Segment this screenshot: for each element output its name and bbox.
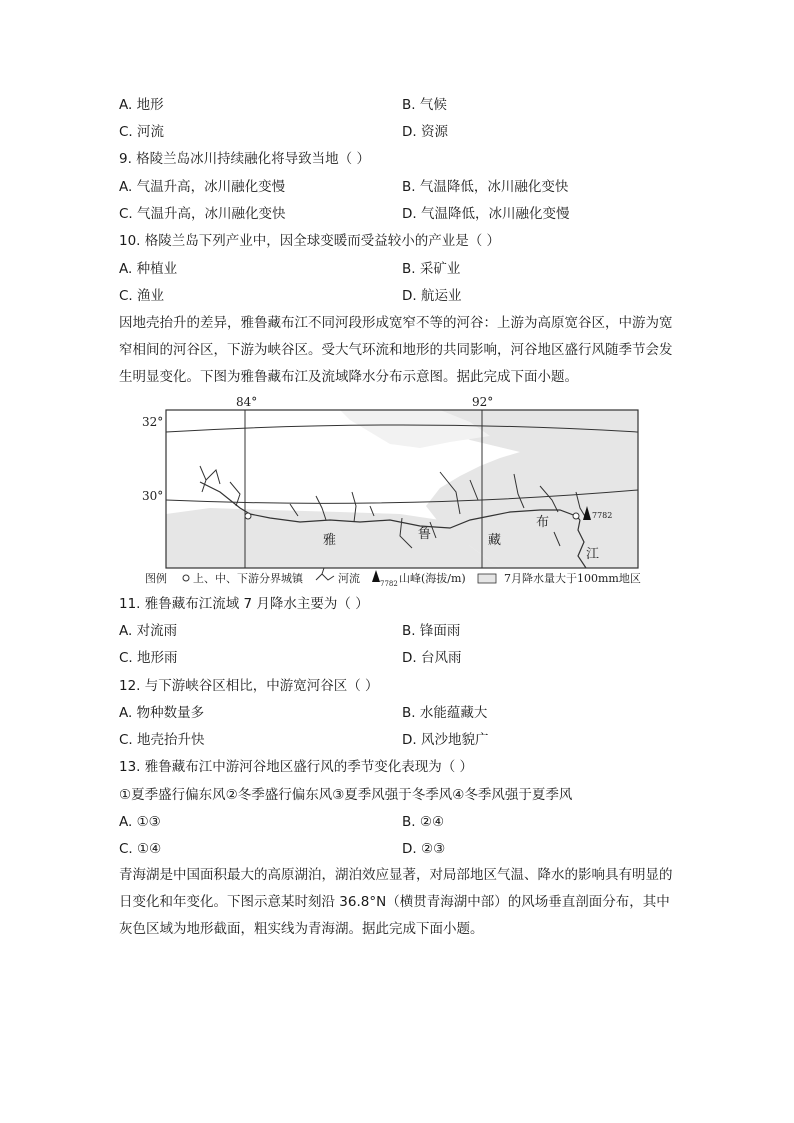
q10-option-d: D. 航运业 [402,288,462,304]
q9-option-c: C. 气温升高，冰川融化变快 [119,206,286,222]
passage-yarlung-tsangpo: 因地壳抬升的差异，雅鲁藏布江不同河段形成宽窄不等的河谷：上游为高原宽谷区，中游为宽窄相间的河谷区，下游为峡谷区。受大气环流和地形的共同影响，河谷地区盛行风随季节会发生明显变化。下图为雅鲁藏布江及流域降水分布示意图。据此完成下面小题。 [119,315,673,385]
q11-option-b: B. 锋面雨 [402,623,461,639]
q8-option-b: B. 气候 [402,97,447,113]
yarlung-tsangpo-map [140,396,660,590]
q13-option-c: C. ①④ [119,841,162,857]
passage-qinghai-lake: 青海湖是中国面积最大的高原湖泊，湖泊效应显著，对局部地区气温、降水的影响具有明显的日变化和年变化。下图示意某时刻沿 36.8°N（横贯青海湖中部）的风场垂直剖面分布，其中灰色区域为地形截面，粗实线为青海湖。据此完成下面小题。 [119,867,673,937]
q11-stem: 11. 雅鲁藏布江流域 7 月降水主要为（ ） [119,596,369,612]
lon-92-label: 92° [472,396,494,409]
q13-option-b: B. ②④ [402,814,445,830]
q8-option-d: D. 资源 [402,124,448,140]
q11-option-d: D. 台风雨 [402,650,462,666]
legend-title: 图例 [145,572,167,585]
peak-label: 7782 [592,511,613,520]
q13-stem: 13. 雅鲁藏布江中游河谷地区盛行风的季节变化表现为（ ） [119,759,474,775]
boundary-town-upper-middle [245,513,251,519]
q12-option-d: D. 风沙地貌广 [402,732,489,748]
q10-option-a: A. 种植业 [119,261,178,277]
q9-option-b: B. 气温降低，冰川融化变快 [402,179,569,195]
q9-option-a: A. 气温升高，冰川融化变慢 [119,179,286,195]
legend-river-icon [316,568,334,580]
q9-stem: 9. 格陵兰岛冰川持续融化将导致当地（ ） [119,151,370,167]
q9-option-d: D. 气温降低，冰川融化变慢 [402,206,570,222]
legend-peak-label: 山峰(海拔/m) [399,572,466,585]
river-name-zang: 藏 [488,533,502,548]
q11-option-c: C. 地形雨 [119,650,178,666]
q8-option-c: C. 河流 [119,124,165,140]
q12-option-a: A. 物种数量多 [119,705,205,721]
river-name-ya: 雅 [323,533,337,548]
legend-town-icon [183,575,189,581]
q12-option-c: C. 地壳抬升快 [119,732,205,748]
legend-town-label: 上、中、下游分界城镇 [193,572,303,585]
legend-rain-swatch [478,574,496,583]
tributary-1 [200,466,220,492]
q12-stem: 12. 与下游峡谷区相比，中游宽河谷区（ ） [119,678,379,694]
q13-option-a: A. ①③ [119,814,161,830]
boundary-town-middle-lower [573,513,579,519]
legend-peak-value: 7782 [380,580,398,588]
q13-option-d: D. ②③ [402,841,446,857]
q10-stem: 10. 格陵兰岛下列产业中，因全球变暖而受益较小的产业是（ ） [119,233,501,249]
river-name-lu: 鲁 [418,527,432,542]
lon-84-label: 84° [236,396,258,409]
q11-option-a: A. 对流雨 [119,623,178,639]
q10-option-c: C. 渔业 [119,288,165,304]
lat-32-label: 32° [142,415,164,429]
river-name-bu: 布 [536,515,550,530]
lat-30-label: 30° [142,489,164,503]
q13-numbered-options: ①夏季盛行偏东风②冬季盛行偏东风③夏季风强于冬季风④冬季风强于夏季风 [119,787,573,803]
legend-river-label: 河流 [338,572,360,585]
legend-rain-label: 7月降水量大于100mm地区 [504,572,641,585]
q12-option-b: B. 水能蕴藏大 [402,705,488,721]
q8-option-a: A. 地形 [119,97,164,113]
river-name-jiang: 江 [586,547,600,562]
q10-option-b: B. 采矿业 [402,261,461,277]
legend-peak-icon [372,570,380,582]
